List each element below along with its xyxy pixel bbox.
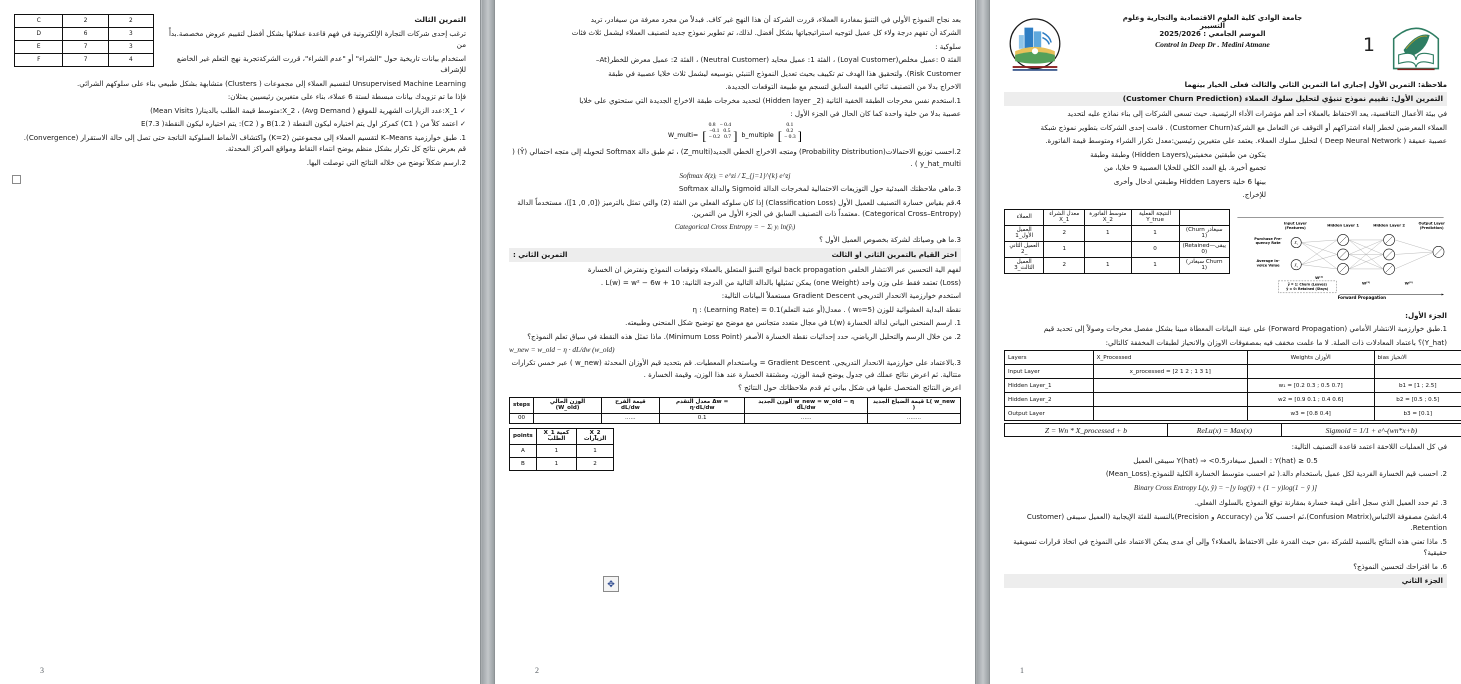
cell: 3 bbox=[108, 28, 153, 41]
cell: 1 bbox=[577, 444, 614, 457]
faculty-line2: التسيير bbox=[1199, 22, 1225, 30]
customers-data-table bbox=[1004, 209, 1230, 274]
cell: E bbox=[15, 41, 63, 54]
cell-layer: Input Layer bbox=[1005, 365, 1094, 379]
svg-text:ŷ = 0: Retained (Stays): ŷ = 0: Retained (Stays) bbox=[1286, 287, 1329, 292]
bullet-item: ✓ X_1:عدد الزيارات الشهرية للموقع ( Avg Demand) ، X_2:متوسط قيمة الطلب بالدينار( Mean Visits) bbox=[150, 105, 466, 115]
cell: 0.1 bbox=[659, 413, 745, 423]
cell: 2 bbox=[63, 15, 108, 28]
col-current-weight: الوزن الحالي (W_old) bbox=[534, 397, 602, 413]
table-row bbox=[15, 41, 154, 54]
paragraph: للإخراج. bbox=[1242, 190, 1266, 200]
cell: العميل الثالث_3 bbox=[1005, 257, 1044, 273]
paragraph: ترغب إحدى شركات التجارة الإلكترونية في فهم قاعدة عملائها بشكل أفضل لتقييم عروض مخصصة.بدأً من bbox=[168, 28, 466, 50]
paragraph: يتكون من طبقتين مخفيتين(Hidden Layers) وطبقة وطبقة bbox=[1090, 149, 1266, 159]
activation-formulas-table bbox=[1004, 423, 1461, 437]
col-step-size: معدل التقدم Δw = η·dL/dw bbox=[659, 397, 745, 413]
classification-rule-intro: في كل العمليات اللاحقة اعتمد قاعدة التصنيف التالية: bbox=[1291, 442, 1447, 452]
document-page-3[interactable] bbox=[0, 0, 480, 684]
part1-title: الجزء الأول: bbox=[1405, 310, 1447, 320]
cell: 4 bbox=[108, 54, 153, 67]
cell-weights: w₁ = [0.2 0.3 ; 0.5 0.7] bbox=[1247, 379, 1374, 393]
cell: العميل الأول_1 bbox=[1005, 225, 1044, 241]
cell bbox=[534, 413, 602, 423]
col-new-weight: الوزن الجديد w_new = w_old − η dL/dw bbox=[745, 397, 867, 413]
exercise2-title: التمرين الثاني : bbox=[513, 250, 568, 260]
paragraph: الاخراج بدلا من التصنيف ثنائي القيمة السابق لتسجم مع طبيعة التوقعات الجديدة. bbox=[725, 82, 961, 92]
page-number-3: 3 bbox=[40, 666, 44, 675]
table-header-row bbox=[510, 397, 961, 413]
numbered-item: 1.استخدم نفس مخرجات الطبقة الخفية الثانية (Hidden layer _2) لتحديد مخرجات طبقة الاخراج الجديدة التي ستحتوي على خلايا bbox=[579, 95, 961, 105]
cell-weights bbox=[1247, 365, 1374, 379]
cell: 6 bbox=[63, 28, 108, 41]
clusters-data-table bbox=[14, 14, 154, 67]
col-new-loss: قيمة الضياع الجديد L( w_new ) bbox=[867, 397, 960, 413]
cell: 00 bbox=[510, 413, 534, 423]
svg-text:X₂: X₂ bbox=[1294, 263, 1299, 268]
cell-xprocessed: x_processed = [2 1 2 ; 1 3 1] bbox=[1093, 365, 1247, 379]
svg-text:Purchase Fre-: Purchase Fre- bbox=[1254, 236, 1282, 241]
points-table bbox=[509, 428, 614, 471]
table-row bbox=[1005, 407, 1461, 421]
header-big-number: 1 bbox=[1362, 34, 1375, 56]
numbered-item: 1.طبق خوارزمية الانتشار الأمامي (Forward Propagation) على عينة البيانات المعطاة مبينا بشكل مفصل مخرجات وصولاً إلى تحديد قيم bbox=[1043, 324, 1447, 334]
table-move-handle-icon[interactable]: ✥ bbox=[603, 576, 619, 592]
neural-network-diagram bbox=[1234, 207, 1447, 307]
table-header-row bbox=[510, 428, 614, 444]
cell: 1 bbox=[1085, 225, 1131, 241]
cell-weights: w2 = [0.9 0.1 ; 0.4 0.6] bbox=[1247, 393, 1374, 407]
cell-layer: Hidden Layer_1 bbox=[1005, 379, 1094, 393]
svg-text:Output Layer: Output Layer bbox=[1418, 221, 1445, 226]
page-gap-divider bbox=[482, 0, 494, 684]
svg-text:(Features): (Features) bbox=[1284, 225, 1306, 230]
paragraph: بينها 6 خلية Hidden Layers وطبقتي ادخال وأخرى bbox=[1113, 176, 1266, 186]
svg-text:X₁: X₁ bbox=[1294, 241, 1299, 246]
cell-xprocessed bbox=[1093, 407, 1247, 421]
cell: العميل الثاني _2 bbox=[1005, 241, 1044, 257]
categorical-cross-entropy-formula: Categorical Cross Entropy = − Σᵢ yᵢ ln(ŷᵢ) bbox=[674, 222, 796, 231]
table-row bbox=[1005, 241, 1230, 257]
cell: F bbox=[15, 54, 63, 67]
table-row bbox=[510, 444, 614, 457]
col-steps: steps bbox=[510, 397, 534, 413]
cell bbox=[1085, 241, 1131, 257]
table-row bbox=[1005, 379, 1461, 393]
bullet-item: الفئة 0 :عميل مخلص(Loyal Customer) ، الفئة 1: عميل محايد (Neutral Customer) ، الفئة 2: عميل معرض للخطر(At– bbox=[595, 55, 961, 65]
formula-sigmoid: Sigmoid = 1/1 + e^-(wn*x+b) bbox=[1281, 424, 1461, 437]
cell: B bbox=[510, 457, 537, 470]
paragraph: بعد نجاح النموذج الأولي في التنبؤ بمغادرة العملاء، قررت الشركة أن هذا النهج غير كاف. فبدلاً من مجرد معرفة من سيغادر، تريد bbox=[590, 15, 961, 24]
page-gap-divider-2 bbox=[977, 0, 989, 684]
cell: ...... bbox=[745, 413, 867, 423]
b-multiple-label: b_multiple bbox=[741, 131, 774, 139]
w-multi-matrix: [0.8 − 0.4 −0.1 0.5 − 0.2 0.7 ] bbox=[702, 121, 738, 144]
paragraph: استخدم خوارزمية الانحدار التدريجي Gradient Descent مستعملاً البيانات التالية: bbox=[721, 291, 961, 301]
svg-text:Input Layer: Input Layer bbox=[1283, 221, 1307, 226]
page-header bbox=[1004, 14, 1447, 76]
university-name: جامعة الوادي كلية العلوم الاقتصادية والتجارية وعلوم bbox=[1122, 14, 1303, 22]
exercise3-title: التمرين الثالث bbox=[414, 15, 466, 24]
numbered-item: 2.ارسم شكلاً توضح من خلاله النتائج التي توصلت اليها. bbox=[306, 157, 466, 167]
svg-text:voice Value: voice Value bbox=[1256, 263, 1280, 268]
table-row bbox=[15, 54, 154, 67]
table-row bbox=[1005, 424, 1461, 437]
svg-text:W⁽²⁾: W⁽²⁾ bbox=[1361, 280, 1371, 286]
cell: 1 bbox=[1044, 241, 1085, 257]
table-row bbox=[1005, 365, 1461, 379]
svg-text:Forward Propagation: Forward Propagation bbox=[1337, 294, 1387, 300]
cell: C bbox=[15, 15, 63, 28]
svg-text:Average In-: Average In- bbox=[1256, 258, 1280, 263]
paragraph: سلوكية : bbox=[935, 41, 961, 51]
col-x1: X_1 كمية الطلب bbox=[536, 428, 576, 444]
document-page-2[interactable] bbox=[495, 0, 975, 684]
paragraph: عصبية عميقة ( Deep Neural Network ) لتحليل سلوك العملاء. يعتمد على متغيرين رئيسين:معدل تكرار الشراء ومتوسط قيمة الفاتورة. bbox=[1045, 136, 1447, 146]
formula-relu: ReLu(x) = Max(x) bbox=[1167, 424, 1281, 437]
col-xprocessed: X_Processed bbox=[1093, 351, 1247, 365]
softmax-formula: Softmax δ(z)ᵢ = e^zi / Σ_{j=1}^{k} e^zj bbox=[679, 172, 791, 181]
cell: (Churn سيغادر 1) bbox=[1179, 225, 1229, 241]
svg-text:ŷ = 1: Churn (Leaves): ŷ = 1: Churn (Leaves) bbox=[1287, 282, 1327, 287]
table-row bbox=[15, 15, 154, 28]
cell: (Retained—يبقى 0) bbox=[1179, 241, 1229, 257]
col-ytrue: النتيجة الفعلية Y_true bbox=[1131, 209, 1179, 225]
numbered-item: 3. ثم حدد العميل الذي سجل أعلى قيمة خسارة بمقارنة توقع النموذج بالسلوك الفعلي. bbox=[1194, 498, 1447, 508]
cell: 1 bbox=[536, 457, 576, 470]
page-number-1: 1 bbox=[1020, 666, 1024, 675]
table-row bbox=[510, 457, 614, 470]
bullet-item: ✓ اعتمد كلاً من ( C1) كمركز اول يتم اختياره ليكون النقطة ( B(1.2 و ( C2): يتم اختياره ليكون النقطة( E(7.3 bbox=[140, 119, 466, 129]
cell-bias bbox=[1374, 365, 1461, 379]
paragraph: Risk Customer). ولتحقيق هذا الهدف تم تكييف بحيث تعديل النموذج التنبئي بتوسيعه ليشمل ثلاث خلايا عصبية في طبقة bbox=[608, 68, 961, 78]
paragraph: تجميع أخيرة. بلغ العدد الكلي للخلايا العصبية 9 خلايا، من bbox=[1103, 163, 1266, 173]
table-header-row bbox=[1005, 209, 1230, 225]
gradient-descent-steps-table bbox=[509, 397, 961, 424]
col-label bbox=[1179, 209, 1229, 225]
svg-text:W⁽³⁾: W⁽³⁾ bbox=[1404, 280, 1413, 286]
numbered-item: عصبية بدلا من خلية واحدة كما كان الحال في الجزء الأول : bbox=[790, 109, 961, 119]
paragraph: استخدام بيانات تاريخية حول "الشراء" أو "عدم الشراء"، قررت الشركةتجربة نهج التعلم غير الخاضع للإشراف bbox=[176, 53, 466, 75]
numbered-item: 4.انشئ مصفوفة الالتباس(Confusion Matrix)،ثم احسب كلاً من (Accuracy و Precision)بالنسبة للفئة الإيجابية (العميل سيبقى (Customer Retention. bbox=[1026, 511, 1447, 533]
cell-bias: b3 = [0.1] bbox=[1374, 407, 1461, 421]
table-row bbox=[1005, 393, 1461, 407]
col-x2: متوسط الفاتورة X_2 bbox=[1085, 209, 1131, 225]
paragraph: لفهم الية التحسين عبر الانتشار الخلفي back propagation لنواتج التنبؤ المتعلق بالعملاء وتوقعات النموذج ونفترض ان الخسارة bbox=[587, 264, 961, 274]
paragraph: فإذا ما تم تزويدك بيانات مبسطة لستة 6 عملاء، بناء على متغيرين رئيسيين يمثلان: bbox=[227, 92, 466, 102]
exam-note: ملاحظة: التمرين الأول إجباري اما التمرين الثاني والثالث فعلى الخيار بينهما bbox=[1184, 80, 1447, 89]
cell: 7 bbox=[63, 54, 108, 67]
document-page-1[interactable] bbox=[990, 0, 1461, 684]
cell: 2 bbox=[577, 457, 614, 470]
svg-text:Hidden Layer 2: Hidden Layer 2 bbox=[1373, 223, 1405, 228]
cell: 0 bbox=[1131, 241, 1179, 257]
col-x2: X_2 الزيارات bbox=[577, 428, 614, 444]
numbered-item: 5. ماذا تعني هذه النتائج بالنسبة للشركة ،من حيث القدرة على الاحتفاظ بالعملاء؟ وإلى أي مدى يمكن الاعتماد على النموذج في اتخاذ قرارات تسويقية حقيقية؟ bbox=[1013, 536, 1447, 558]
paragraph: (Loss) تعتمد فقط على وزن واحد (one Weight) يمكن تمثيلها بالدالة التالية من الدرجة الثانية: L(w) = w² − 6w + 10 . bbox=[600, 278, 961, 287]
numbered-item: (Y_hat)؟ باعتماد المعادلات ذات الصلة. لا ما علمت مخفف فيه بمصفوفات الاوزان والانحياز لطبقات المخففة كالتالي: bbox=[1105, 337, 1447, 347]
cell: 1 bbox=[1131, 257, 1179, 273]
table-row bbox=[1005, 225, 1230, 241]
numbered-item: 1. ارسم المنحنى البياني لدالة الخسارة L(w) في مجال متعدد متجانس مع موضح مع توضيح شكل المنحنى وطبيعته. bbox=[625, 318, 961, 328]
gradient-descent-formula: w_new = w_old − η · dL/dw (w_old) bbox=[509, 346, 615, 355]
cell: (سيغادر Churn 1) bbox=[1179, 257, 1229, 273]
cell-xprocessed bbox=[1093, 379, 1247, 393]
w-multi-label: W_multi= bbox=[668, 131, 699, 139]
cell-layer: Output Layer bbox=[1005, 407, 1094, 421]
selection-handle[interactable] bbox=[12, 175, 21, 184]
paragraph: العملاء المعرضين لخطر إلغاء اشتراكهم أو التوقف عن التعامل مع الشركة(Customer Churn) . قامت إحدى الشركات بتطوير نموذج شبكة bbox=[1040, 122, 1447, 132]
bullet-item: اعرض النتائج المتحصل عليها في شكل بياني ثم قدم ملاحظاتك حول النتائج ؟ bbox=[738, 383, 961, 393]
exercise1-title: التمرين الأول: تقييم نموذج تنبؤي لتحليل سلوك العملاء (Customer Churn Prediction) bbox=[1004, 92, 1447, 106]
col-layers: Layers bbox=[1005, 351, 1094, 365]
numbered-item: 1. طبق خوارزمية K–Means لتقسيم العملاء إلى مجموعتين (K=2) واكتشاف الأنماط السلوكية الناتجة حتى تصل إلى حالة الاستقرار (Convergence). قم بعرض نتائج كل تكرار بشكل منظم يوضح انتماء النقاط ومواقع المراكز المحدثة. bbox=[23, 132, 466, 154]
cell: ...... bbox=[601, 413, 659, 423]
cell: 2 bbox=[108, 15, 153, 28]
university-el-oued-logo bbox=[1004, 14, 1066, 76]
layers-weights-table bbox=[1004, 350, 1461, 421]
cell-xprocessed bbox=[1093, 393, 1247, 407]
cell: 1 bbox=[1085, 257, 1131, 273]
cell-bias: b1 = [1 ; 2.5] bbox=[1374, 379, 1461, 393]
w-multi-formula bbox=[509, 123, 961, 143]
numbered-item: 3.ماهي ملاحظتك المبدئية حول التوزيعات الاحتمالية لمخرجات الدالة Sigmoid والدالة Softmax bbox=[678, 184, 961, 194]
cell: ........ bbox=[867, 413, 960, 423]
exercise2-header-bar bbox=[509, 248, 961, 261]
page-number-2: 2 bbox=[535, 666, 539, 675]
gradient-descent-line bbox=[509, 345, 961, 357]
numbered-item: 2.احسب توزيع الاحتمالات(Probability Distribution) ومتجه الاخراج الخطي الجديد(Z_multi) ، ثم طبق دالة Softmax لتحويله إلى متجه احتمالي (Ŷ) ( y_hat_multi ) . bbox=[512, 147, 961, 168]
cell: 2 bbox=[1044, 257, 1085, 273]
table-header-row bbox=[1005, 351, 1461, 365]
cell-weights: w3 = [0.8 0.4] bbox=[1247, 407, 1374, 421]
academic-year: الموسم الجامعي : 2025/2026 bbox=[1159, 30, 1266, 38]
b-multiple-matrix: [0.1 0.2 − 0.3 ] bbox=[777, 121, 802, 144]
faculty-book-emblem-logo bbox=[1385, 14, 1447, 76]
col-weights: Weights الأوزان bbox=[1247, 351, 1374, 365]
numbered-item: 4.قم بقياس خسارة التصنيف للعميل الأول (Classification Loss) إذا كان سلوكه الفعلي من الفئة (2) والتي تمثل بالترميز ([0, 0, 1])، مستخدماً الدالة (Categorical Cross–Entropy) .معتمداً ذات التصنيف السابق في الجزء الأول من التمرين. bbox=[517, 197, 961, 219]
paragraph: الشركة أن تفهم درجة ولاء كل عميل لتوجيه استراتيجياتها بشكل أفضل. لذلك، تم تطوير نموذج جديد لتصنيف العملاء ليشمل ثلاث فئات bbox=[571, 28, 961, 38]
numbered-item: 2. من خلال الرسم والتحليل الرياضي، حدد إحداثيات نقطة الخسارة الأصغر (Minimum Loss Point). ماذا تمثل هذه النقطة في سياق تعلم النموذج؟ bbox=[527, 331, 961, 341]
cell: 2 bbox=[1044, 225, 1085, 241]
cell: 1 bbox=[1131, 225, 1179, 241]
numbered-item: 2. احسب قيم الخسارة الفردية لكل عميل باستخدام دالة.( ثم احسب متوسط الخسارة الكلية للنموذج.(Mean_Loss) bbox=[1105, 469, 1447, 479]
svg-text:(Prediction): (Prediction) bbox=[1419, 225, 1444, 230]
numbered-item: 3.ما هي وصياتك لشركة بخصوص العميل الأول ؟ bbox=[819, 234, 961, 244]
cell: D bbox=[15, 28, 63, 41]
exercise2-choice-note: اختر القيام بالتمرين الثاني او الثالث bbox=[831, 250, 957, 260]
col-x1: معدل الشراء X_1 bbox=[1044, 209, 1085, 225]
numbered-item: 6. ما اقتراحك لتحسين النموذج؟ bbox=[1353, 561, 1447, 571]
cell-layer: Hidden Layer_2 bbox=[1005, 393, 1094, 407]
svg-text:W⁽¹⁾: W⁽¹⁾ bbox=[1315, 275, 1324, 281]
table-row bbox=[15, 28, 154, 41]
formula-z: Z = Wn * X_processed + b bbox=[1005, 424, 1168, 437]
col-points: points bbox=[510, 428, 537, 444]
col-derivative: قيمة الفرح dL/dw bbox=[601, 397, 659, 413]
cell: 3 bbox=[108, 41, 153, 54]
classification-rule: 0.5 ≤ Y(hat) : العميل سيغادر0.5> ⇒ Y(hat) سيبقى العميل bbox=[1133, 455, 1318, 465]
numbered-item: 3.بالاعتماد على خوارزمية الانحدار التدريجي. Gradient Descent = وباستخدام المعطيات. قم بتحديد قيم الأوزان المحدثة (w_new ) عبر خمس تكرارات متتالية. ثم اعرض نتائج عملك في جدول يوضح قيمة الوزن، ومشتقة الخسارة عند هذا الوزن، وقيمة الخسارة . bbox=[511, 358, 961, 379]
part2-title: الجزء الثاني bbox=[1004, 574, 1447, 587]
col-customers: العملاء bbox=[1005, 209, 1044, 225]
table-row bbox=[1005, 257, 1230, 273]
cell: 7 bbox=[63, 41, 108, 54]
binary-cross-entropy-formula: Binary Cross Entropy L(y, ŷ) = −[y log(ŷ) + (1 − y)log(1 − ŷ )] bbox=[1133, 483, 1318, 492]
cell-bias: b2 = [0.5 ; 0.5] bbox=[1374, 393, 1461, 407]
cell: 1 bbox=[536, 444, 576, 457]
paragraph: في بيئة الأعمال التنافسية، يعد الاحتفاظ بالعملاء أحد أهم مؤشرات الأداء الرئيسية. حيث تسعى الشركات إلى بناء نماذج عليه لتحديد bbox=[1067, 109, 1447, 119]
cell: A bbox=[510, 444, 537, 457]
course-and-teacher: Control in Deep Dr . Medini Atmane bbox=[1155, 40, 1270, 49]
header-text-block bbox=[1072, 14, 1353, 49]
svg-text:Hidden Layer 1: Hidden Layer 1 bbox=[1327, 223, 1359, 228]
paragraph: Unsupervised Machine Learning لتقسيم العملاء إلى مجموعات ( Clusters) متشابهة بشكل طبيعي بناء على سلوكهم الشرائي. bbox=[77, 78, 466, 88]
table-row bbox=[510, 413, 961, 423]
svg-text:quency Rate: quency Rate bbox=[1255, 241, 1281, 246]
col-bias: bias الانحياز bbox=[1374, 351, 1461, 365]
bullet-item: نقطة البداية العشوائية للوزن (w₀=5 ) . معدل(أو عتبة التعلم)0.1 = η : (Learning Rate) bbox=[692, 304, 961, 314]
